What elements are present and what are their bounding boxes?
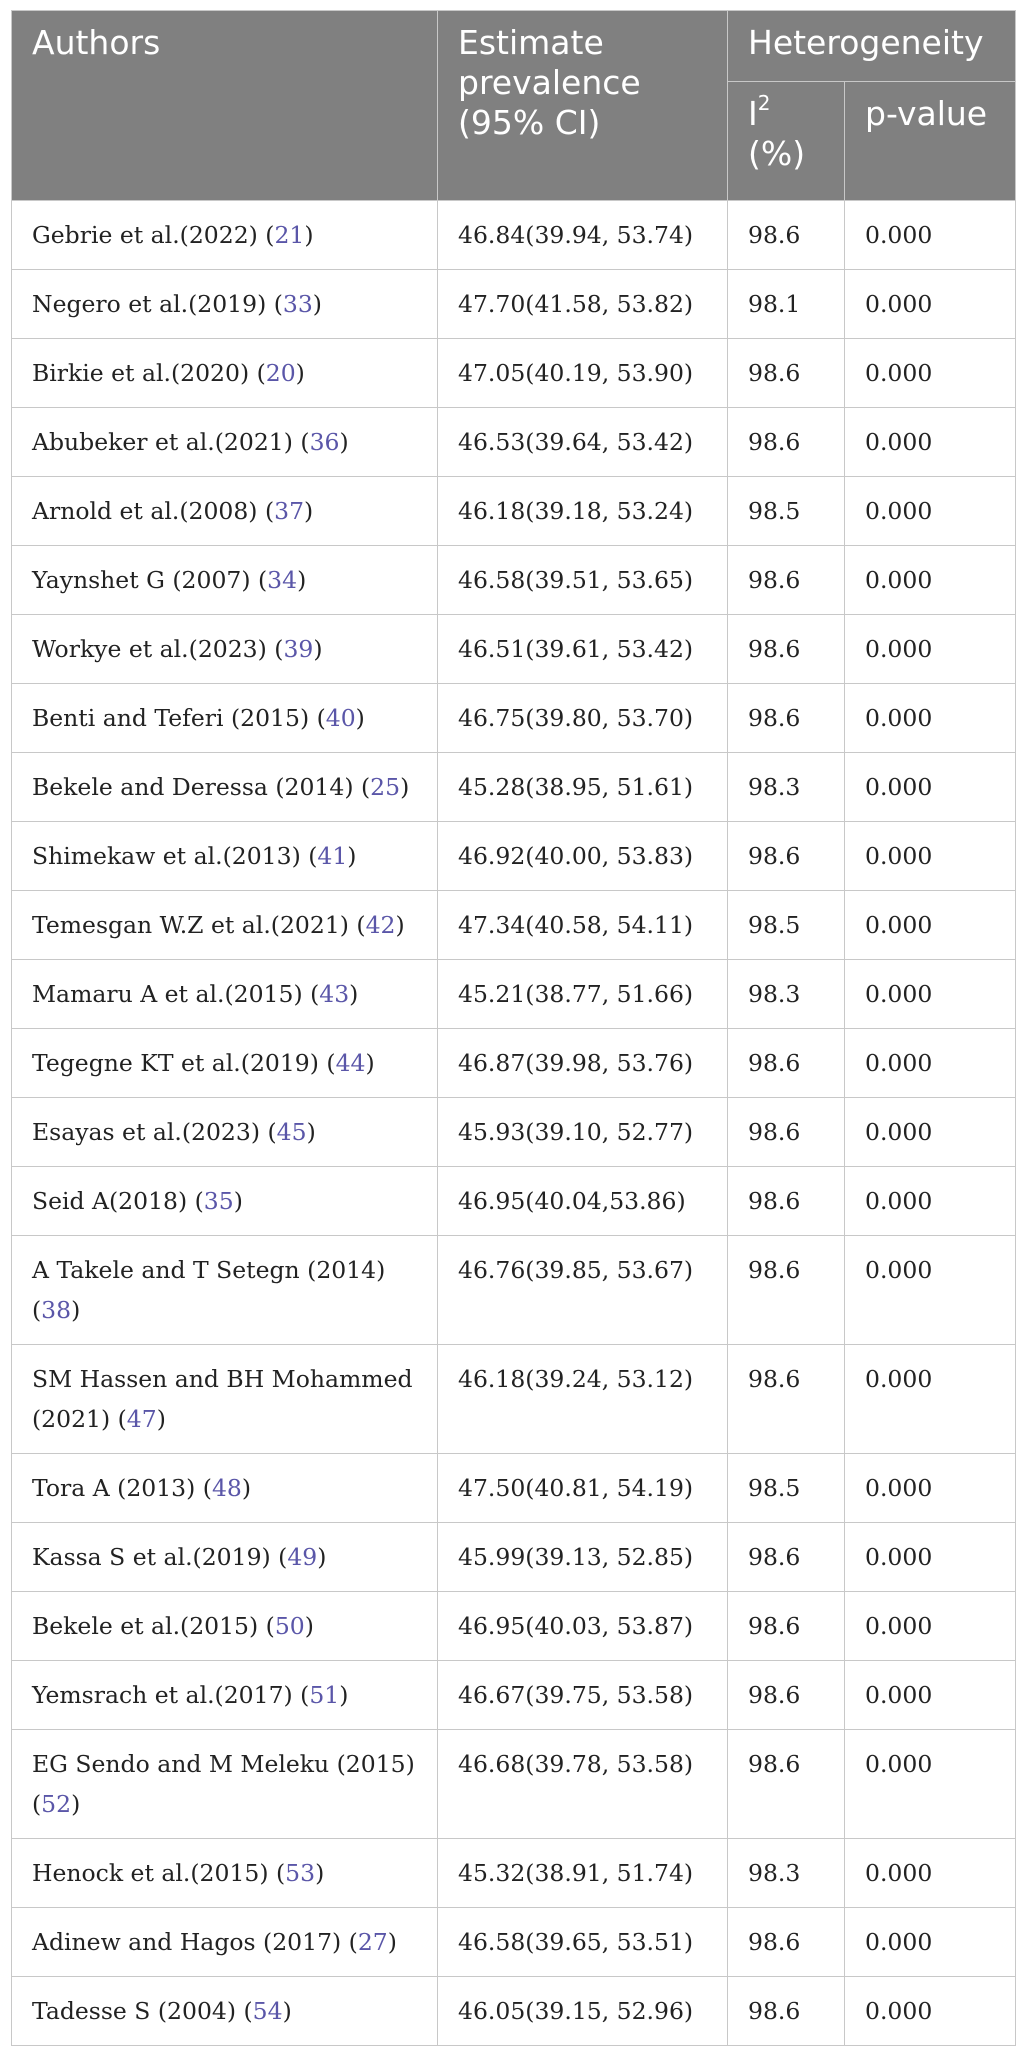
pvalue-cell: 0.000: [845, 822, 1016, 891]
table-row: [12, 408, 1016, 477]
reference-link[interactable]: 38: [41, 1296, 72, 1324]
table-row: [12, 1345, 1016, 1454]
table-row: [12, 615, 1016, 684]
table-row: [12, 1523, 1016, 1592]
estimate-cell: 47.34(40.58, 54.11): [438, 891, 728, 960]
estimate-cell: 46.95(40.04,53.86): [438, 1167, 728, 1236]
reference-link[interactable]: 36: [309, 428, 340, 456]
author-cell: [12, 615, 438, 684]
reference-wrapper: (27): [341, 1928, 397, 1956]
estimate-cell: 47.50(40.81, 54.19): [438, 1454, 728, 1523]
author-cell: [12, 1029, 438, 1098]
reference-wrapper: (41): [300, 842, 357, 870]
reference-wrapper: (43): [302, 980, 359, 1008]
table-row: [12, 546, 1016, 615]
reference-wrapper: (42): [348, 911, 405, 939]
reference-link[interactable]: 35: [203, 1187, 234, 1215]
table-row: [12, 1661, 1016, 1730]
author-name: EG Sendo and M Meleku (2015): [32, 1750, 415, 1778]
estimate-cell: 46.05(39.15, 52.96): [438, 1977, 728, 2046]
estimate-cell: 46.67(39.75, 53.58): [438, 1661, 728, 1730]
author-name: Tegegne KT et al.(2019): [32, 1049, 319, 1077]
author-name: Abubeker et al.(2021): [32, 428, 293, 456]
author-name: Workye et al.(2023): [32, 635, 267, 663]
estimate-header: Estimate prevalence (95% CI): [438, 11, 728, 201]
reference-wrapper: (45): [260, 1118, 316, 1146]
reference-link[interactable]: 21: [274, 221, 305, 249]
table-row: [12, 270, 1016, 339]
author-cell: [12, 1592, 438, 1661]
reference-link[interactable]: 27: [357, 1928, 388, 1956]
author-cell: [12, 1345, 438, 1454]
i2-cell: 98.5: [728, 477, 845, 546]
reference-wrapper: (54): [236, 1997, 292, 2025]
i2-symbol: I: [748, 94, 758, 133]
i2-cell: 98.6: [728, 684, 845, 753]
author-cell: [12, 477, 438, 546]
author-cell: [12, 1098, 438, 1167]
i2-cell: 98.6: [728, 546, 845, 615]
table-row: [12, 1167, 1016, 1236]
i2-cell: 98.6: [728, 408, 845, 477]
author-cell: [12, 1236, 438, 1345]
estimate-cell: 47.05(40.19, 53.90): [438, 339, 728, 408]
author-name: Yemsrach et al.(2017): [32, 1681, 293, 1709]
author-cell: [12, 1730, 438, 1839]
pvalue-cell: 0.000: [845, 408, 1016, 477]
table-row: [12, 477, 1016, 546]
i2-cell: 98.6: [728, 201, 845, 270]
reference-wrapper: (21): [257, 221, 314, 249]
estimate-cell: 46.92(40.00, 53.83): [438, 822, 728, 891]
i2-cell: 98.6: [728, 1029, 845, 1098]
author-cell: [12, 1977, 438, 2046]
author-cell: [12, 1661, 438, 1730]
author-name: Bekele et al.(2015): [32, 1612, 259, 1640]
i2-cell: 98.6: [728, 1730, 845, 1839]
reference-wrapper: (50): [258, 1612, 314, 1640]
author-name: Adinew and Hagos (2017): [32, 1928, 342, 1956]
author-cell: [12, 1839, 438, 1908]
pvalue-cell: 0.000: [845, 1977, 1016, 2046]
reference-link[interactable]: 54: [252, 1997, 283, 2025]
author-cell: [12, 891, 438, 960]
author-name: Birkie et al.(2020): [32, 359, 250, 387]
i2-header: [728, 82, 845, 201]
reference-link[interactable]: 44: [335, 1049, 366, 1077]
i2-cell: 98.3: [728, 753, 845, 822]
i2-cell: 98.6: [728, 1661, 845, 1730]
reference-link[interactable]: 43: [319, 980, 350, 1008]
estimate-cell: 46.58(39.51, 53.65): [438, 546, 728, 615]
author-name: Tora A (2013): [32, 1474, 196, 1502]
i2-cell: 98.5: [728, 1454, 845, 1523]
author-cell: [12, 201, 438, 270]
reference-link[interactable]: 20: [265, 359, 296, 387]
author-cell: [12, 822, 438, 891]
reference-wrapper: (38): [32, 1296, 81, 1324]
reference-link[interactable]: 25: [370, 773, 401, 801]
i2-cell: 98.6: [728, 1592, 845, 1661]
author-cell: [12, 753, 438, 822]
table-row: [12, 753, 1016, 822]
estimate-cell: 46.53(39.64, 53.42): [438, 408, 728, 477]
pvalue-cell: 0.000: [845, 1523, 1016, 1592]
pvalue-cell: 0.000: [845, 753, 1016, 822]
reference-wrapper: (36): [292, 428, 349, 456]
table-row: [12, 960, 1016, 1029]
author-name: SM Hassen and BH Mohammed (2021): [32, 1365, 413, 1433]
table-row: [12, 891, 1016, 960]
reference-wrapper: (40): [309, 704, 365, 732]
author-name: Mamaru A et al.(2015): [32, 980, 303, 1008]
heterogeneity-header: Heterogeneity: [728, 11, 1016, 82]
reference-wrapper: (34): [250, 566, 307, 594]
reference-link[interactable]: 52: [41, 1790, 72, 1818]
reference-link[interactable]: 49: [287, 1543, 318, 1571]
reference-wrapper: (52): [32, 1790, 81, 1818]
i2-cell: 98.6: [728, 1167, 845, 1236]
author-name: Benti and Teferi (2015): [32, 704, 310, 732]
reference-link[interactable]: 50: [274, 1612, 305, 1640]
reference-wrapper: (25): [353, 773, 410, 801]
author-name: Gebrie et al.(2022): [32, 221, 258, 249]
pvalue-cell: 0.000: [845, 1098, 1016, 1167]
pvalue-cell: 0.000: [845, 270, 1016, 339]
authors-header: Authors: [12, 11, 438, 201]
reference-wrapper: (20): [249, 359, 305, 387]
author-cell: [12, 546, 438, 615]
pvalue-cell: 0.000: [845, 1029, 1016, 1098]
table-body: [12, 201, 1016, 2046]
reference-link[interactable]: 42: [365, 911, 396, 939]
author-cell: [12, 684, 438, 753]
pvalue-cell: 0.000: [845, 201, 1016, 270]
author-name: Negero et al.(2019): [32, 290, 267, 318]
author-name: Temesgan W.Z et al.(2021): [32, 911, 349, 939]
author-cell: [12, 1454, 438, 1523]
i2-cell: 98.6: [728, 339, 845, 408]
i2-cell: 98.3: [728, 1839, 845, 1908]
estimate-cell: 45.32(38.91, 51.74): [438, 1839, 728, 1908]
table-row: [12, 1839, 1016, 1908]
reference-link[interactable]: 51: [309, 1681, 340, 1709]
reference-wrapper: (49): [270, 1543, 327, 1571]
pvalue-cell: 0.000: [845, 1167, 1016, 1236]
author-cell: [12, 960, 438, 1029]
author-name: Arnold et al.(2008): [32, 497, 258, 525]
author-cell: [12, 1523, 438, 1592]
i2-cell: 98.6: [728, 1236, 845, 1345]
author-cell: [12, 408, 438, 477]
pvalue-cell: 0.000: [845, 684, 1016, 753]
reference-wrapper: (37): [257, 497, 314, 525]
reference-wrapper: (53): [268, 1859, 325, 1887]
table-row: [12, 201, 1016, 270]
author-cell: [12, 339, 438, 408]
estimate-cell: 46.87(39.98, 53.76): [438, 1029, 728, 1098]
sensitivity-table: [11, 10, 1016, 2046]
estimate-cell: 45.93(39.10, 52.77): [438, 1098, 728, 1167]
reference-wrapper: (33): [266, 290, 322, 318]
table-row: [12, 1730, 1016, 1839]
author-name: Henock et al.(2015): [32, 1859, 269, 1887]
table-row: [12, 339, 1016, 408]
reference-wrapper: (47): [110, 1405, 166, 1433]
pvalue-cell: 0.000: [845, 477, 1016, 546]
pvalue-header: p-value: [845, 82, 1016, 201]
table-row: [12, 1908, 1016, 1977]
reference-link[interactable]: 39: [283, 635, 314, 663]
i2-cell: 98.6: [728, 1908, 845, 1977]
estimate-cell: 46.75(39.80, 53.70): [438, 684, 728, 753]
table-header: [12, 11, 1016, 201]
table-row: [12, 1098, 1016, 1167]
table-row: [12, 1236, 1016, 1345]
estimate-cell: 45.99(39.13, 52.85): [438, 1523, 728, 1592]
i2-cell: 98.5: [728, 891, 845, 960]
author-name: Tadesse S (2004): [32, 1997, 237, 2025]
i2-cell: 98.6: [728, 1977, 845, 2046]
author-name: A Takele and T Setegn (2014): [32, 1256, 386, 1284]
pvalue-cell: 0.000: [845, 339, 1016, 408]
pvalue-cell: 0.000: [845, 1454, 1016, 1523]
author-cell: [12, 1908, 438, 1977]
pvalue-cell: 0.000: [845, 960, 1016, 1029]
pvalue-cell: 0.000: [845, 891, 1016, 960]
pvalue-cell: 0.000: [845, 1730, 1016, 1839]
reference-wrapper: (51): [292, 1681, 349, 1709]
pvalue-cell: 0.000: [845, 1592, 1016, 1661]
i2-cell: 98.6: [728, 1098, 845, 1167]
estimate-cell: 46.58(39.65, 53.51): [438, 1908, 728, 1977]
estimate-cell: 45.21(38.77, 51.66): [438, 960, 728, 1029]
estimate-cell: 46.95(40.03, 53.87): [438, 1592, 728, 1661]
reference-link[interactable]: 45: [276, 1118, 307, 1146]
pvalue-cell: 0.000: [845, 1839, 1016, 1908]
reference-link[interactable]: 40: [325, 704, 356, 732]
reference-link[interactable]: 48: [211, 1474, 242, 1502]
table-row: [12, 1029, 1016, 1098]
estimate-cell: 46.18(39.18, 53.24): [438, 477, 728, 546]
i2-superscript: 2: [757, 91, 771, 115]
reference-link[interactable]: 33: [282, 290, 313, 318]
i2-cell: 98.6: [728, 615, 845, 684]
estimate-cell: 46.76(39.85, 53.67): [438, 1236, 728, 1345]
pvalue-cell: 0.000: [845, 615, 1016, 684]
table-row: [12, 1592, 1016, 1661]
i2-unit: (%): [748, 134, 806, 173]
pvalue-cell: 0.000: [845, 546, 1016, 615]
pvalue-cell: 0.000: [845, 1908, 1016, 1977]
author-name: Seid A(2018): [32, 1187, 188, 1215]
i2-cell: 98.3: [728, 960, 845, 1029]
author-name: Kassa S et al.(2019): [32, 1543, 271, 1571]
i2-cell: 98.6: [728, 1523, 845, 1592]
pvalue-cell: 0.000: [845, 1345, 1016, 1454]
reference-link[interactable]: 53: [285, 1859, 316, 1887]
reference-wrapper: (35): [187, 1187, 243, 1215]
reference-wrapper: (44): [318, 1049, 375, 1077]
estimate-cell: 46.68(39.78, 53.58): [438, 1730, 728, 1839]
estimate-cell: 46.18(39.24, 53.12): [438, 1345, 728, 1454]
author-name: Esayas et al.(2023): [32, 1118, 261, 1146]
reference-link[interactable]: 47: [126, 1405, 157, 1433]
reference-link[interactable]: 37: [274, 497, 305, 525]
pvalue-cell: 0.000: [845, 1236, 1016, 1345]
reference-wrapper: (39): [266, 635, 323, 663]
table-row: [12, 822, 1016, 891]
author-name: Bekele and Deressa (2014): [32, 773, 354, 801]
estimate-cell: 46.84(39.94, 53.74): [438, 201, 728, 270]
table-row: [12, 1977, 1016, 2046]
estimate-cell: 46.51(39.61, 53.42): [438, 615, 728, 684]
author-name: Shimekaw et al.(2013): [32, 842, 301, 870]
estimate-cell: 47.70(41.58, 53.82): [438, 270, 728, 339]
table-row: [12, 684, 1016, 753]
pvalue-cell: 0.000: [845, 1661, 1016, 1730]
i2-cell: 98.1: [728, 270, 845, 339]
reference-link[interactable]: 41: [317, 842, 348, 870]
i2-cell: 98.6: [728, 1345, 845, 1454]
table-row: [12, 1454, 1016, 1523]
reference-wrapper: (48): [195, 1474, 252, 1502]
reference-link[interactable]: 34: [267, 566, 298, 594]
author-cell: [12, 1167, 438, 1236]
author-name: Yaynshet G (2007): [32, 566, 251, 594]
estimate-cell: 45.28(38.95, 51.61): [438, 753, 728, 822]
i2-cell: 98.6: [728, 822, 845, 891]
author-cell: [12, 270, 438, 339]
